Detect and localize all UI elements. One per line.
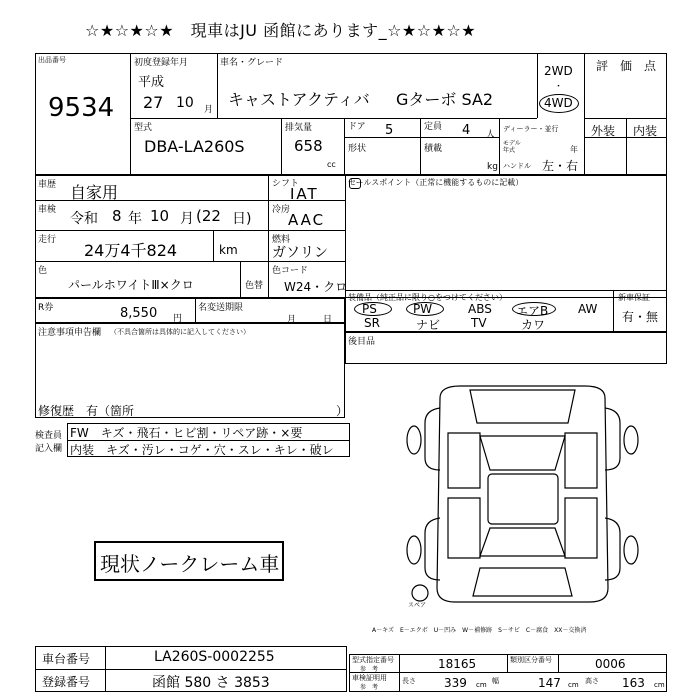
lot-number: 9534 [48, 93, 115, 123]
equip-leather: カワ [521, 318, 546, 332]
vehicle-label: 車名・グレード [220, 58, 284, 68]
recycle-label: R券 [38, 303, 54, 313]
color-code-value: W24・クロ [284, 280, 348, 294]
reg-year: 27 [143, 93, 164, 112]
color-code-label: 色コード [272, 266, 309, 276]
inspection-day: (22 [196, 207, 221, 225]
inspection-label: 車検 [38, 205, 57, 215]
displacement-unit: cc [327, 160, 336, 169]
damage-legend: A－キズ E－エクボ U－凹み W－補修跡 S－サビ C－腐食 XX－交換済 [372, 627, 587, 634]
equip-pw: PW [413, 302, 433, 316]
usage-value: 自家用 [70, 183, 119, 202]
rear-items-label: 後目品 [348, 337, 376, 347]
warranty-value: 有・無 [622, 310, 659, 324]
title-deadline-day: 日 [323, 315, 333, 325]
model-year-label2: 年式 [503, 147, 516, 154]
color-label: 色 [38, 266, 48, 276]
model-value: DBA-LA260S [144, 137, 245, 156]
reg-label: 初度登録年月 [134, 58, 189, 68]
length-value: 339 [444, 676, 467, 690]
chassis-value: LA260S-0002255 [154, 649, 275, 665]
reg-month: 10 [176, 95, 194, 111]
stamp-text: 現状ノークレーム車 [100, 552, 280, 576]
inspector-row2: 内装 キズ・汚レ・コゲ・穴・スレ・キレ・破レ [70, 443, 334, 457]
equipment-label: 装備品（純正品に限り○をつけてください） [348, 293, 507, 302]
equip-tv: TV [471, 316, 487, 330]
inspection-year-unit: 年 [128, 211, 142, 227]
rear-items-box [345, 332, 667, 364]
vehicle-name: キャストアクティバ [228, 90, 370, 109]
eval-interior: 内装 [633, 124, 658, 138]
capacity-label: 定員 [424, 122, 443, 132]
reg-month-unit: 月 [204, 105, 214, 115]
notes-sub: （不具合箇所は具体的に記入してください） [110, 328, 250, 336]
mileage-unit: km [219, 243, 238, 257]
eval-exterior: 外装 [591, 124, 616, 138]
usage-label: 車歴 [38, 180, 57, 190]
type-spec-sub: 参 考 [360, 666, 379, 673]
displacement-label: 排気量 [285, 123, 313, 133]
inspection-era: 令和 [70, 211, 98, 227]
displacement-value: 658 [294, 137, 323, 155]
recycle-value: 8,550 [120, 306, 158, 321]
width-label: 幅 [492, 677, 499, 685]
color-change-label: 色替 [245, 281, 264, 291]
handle-value: 左・右 [542, 159, 579, 173]
height-value: 163 [622, 676, 645, 690]
mileage-value: 24万4千824 [84, 241, 178, 260]
dimensions-sub: 参 考 [360, 684, 379, 691]
capacity-value: 4 [462, 123, 471, 138]
dimensions-label: 車検証明用 [352, 674, 387, 682]
inspector-row1: FW キズ・飛石・ヒビ割・リペア跡・×要 [70, 426, 303, 440]
chassis-label: 車台番号 [42, 652, 91, 666]
sales-point-label: セールスポイント（正常に機能するものに記載） [348, 178, 524, 187]
inspection-day-unit: 日) [232, 211, 252, 227]
equip-airbag: エアB [516, 304, 549, 318]
repair-close: ） [336, 404, 349, 418]
warranty-label: 新車保証 [618, 293, 650, 302]
model-year-label1: モデル [503, 140, 521, 147]
inspector-label2: 記入欄 [35, 444, 63, 454]
car-diagram [400, 378, 645, 613]
header-banner: ☆★☆★☆★ 現車はJU 函館にあります_☆★☆★☆★ [85, 21, 477, 40]
equip-aw: AW [578, 302, 598, 316]
color-value: パールホワイトⅢ×クロ [68, 278, 194, 292]
repair-value: 有（箇所 [86, 404, 135, 418]
drive-4wd: 4WD [544, 96, 573, 110]
handle-label: ハンドル [503, 162, 531, 170]
dealer-label: ディーラー・並行 [503, 125, 559, 133]
length-label: 長さ [402, 677, 416, 685]
mileage-label: 走行 [38, 235, 57, 245]
aircon-value: AAC [288, 211, 326, 229]
load-label: 積載 [424, 144, 443, 154]
doors-value: 5 [385, 123, 394, 138]
vehicle-grade: Gターボ SA2 [396, 90, 494, 109]
repair-label: 修復歴 [38, 404, 75, 418]
equip-sr: SR [364, 316, 380, 330]
shape-label: 形状 [348, 144, 367, 154]
shift-value: IAT [290, 185, 319, 203]
shift-label: シフト [272, 179, 300, 189]
width-unit: cm [568, 681, 579, 689]
registration-value: 函館 580 さ 3853 [152, 675, 270, 691]
length-unit: cm [476, 681, 487, 689]
fuel-value: ガソリン [272, 245, 328, 261]
recycle-row [35, 298, 345, 323]
model-year-unit: 年 [570, 145, 578, 154]
eval-label: 評 価 点 [596, 59, 657, 73]
inspection-month: 10 [150, 207, 170, 225]
inspector-label1: 検査員 [35, 431, 63, 441]
capacity-unit: 人 [486, 130, 496, 140]
equip-ps: PS [362, 302, 377, 316]
reg-era: 平成 [138, 75, 165, 90]
title-deadline-month: 月 [287, 315, 297, 325]
class-value: 0006 [595, 657, 626, 671]
inspection-year: 8 [112, 207, 122, 225]
title-deadline-label: 名変送期限 [198, 303, 244, 313]
load-unit: kg [487, 162, 498, 172]
drive-sep: ・ [554, 82, 564, 92]
equip-navi: ナビ [416, 318, 441, 332]
height-unit: cm [654, 681, 665, 689]
lot-label: 出品番号 [38, 56, 66, 64]
inspection-month-unit: 月 [180, 211, 194, 227]
width-value: 147 [538, 676, 561, 690]
model-label: 型式 [134, 123, 153, 133]
class-label: 類別区分番号 [510, 656, 552, 664]
type-spec-value: 18165 [438, 657, 477, 671]
fuel-label: 燃料 [272, 235, 291, 245]
type-spec-label: 型式指定番号 [352, 656, 394, 664]
notes-label: 注意事項申告欄 [38, 328, 102, 338]
drive-2wd: 2WD [544, 64, 573, 78]
aircon-label: 冷房 [272, 205, 291, 215]
height-label: 高さ [585, 677, 599, 685]
equip-abs: ABS [468, 302, 492, 316]
registration-label: 登録番号 [42, 675, 91, 689]
recycle-unit: 円 [173, 314, 183, 324]
doors-label: ドア [348, 122, 366, 132]
spare-label: スペア [408, 602, 427, 609]
